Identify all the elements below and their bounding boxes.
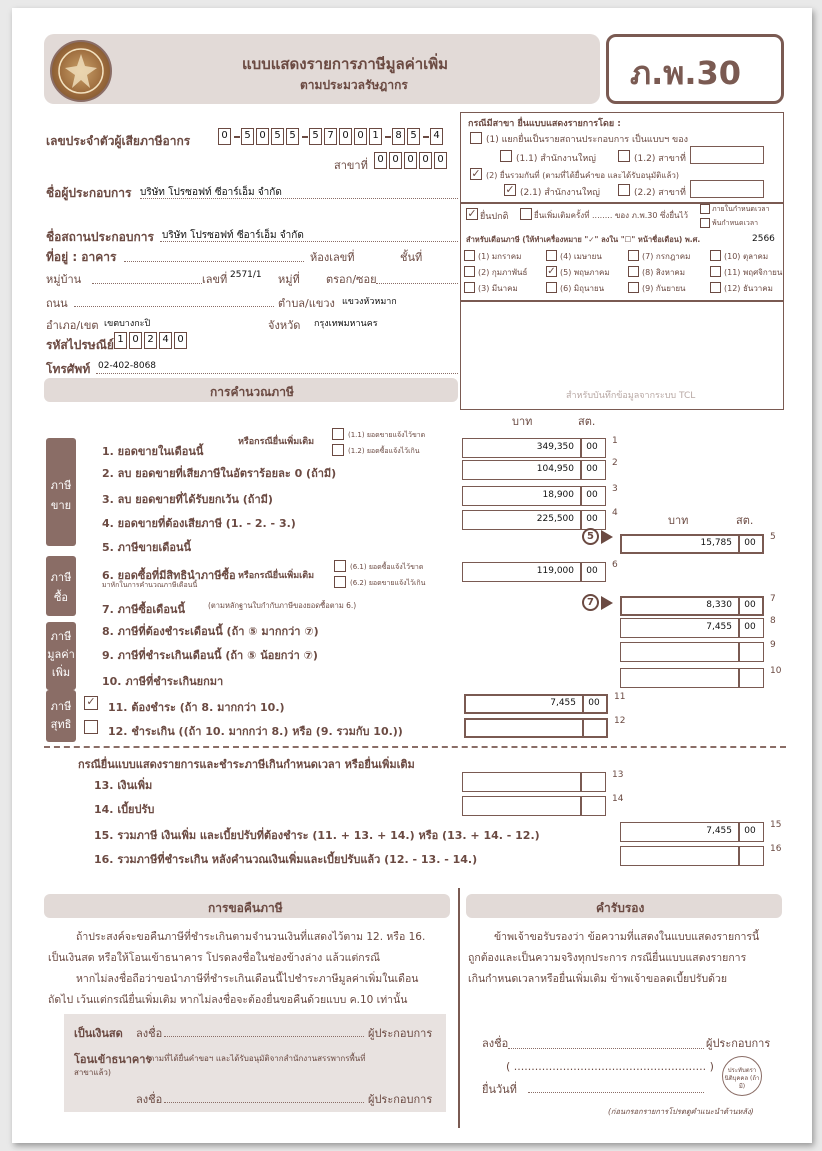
province-value[interactable]: กรุงเทพมหานคร — [314, 319, 378, 329]
calc-row-number: 12 — [614, 716, 626, 726]
month-label: (2) กุมภาพันธ์ — [478, 268, 528, 277]
digit-box[interactable]: 4 — [159, 332, 172, 349]
col-baht: บาท — [512, 415, 533, 428]
opt1-label: (1) แยกยื่นเป็นรายสถานประกอบการ เป็นแบบฯ ของ — [486, 135, 688, 145]
calc-row-satang[interactable]: 00 — [588, 698, 600, 708]
calc-row-satang[interactable]: 00 — [586, 464, 598, 474]
opt2-1-checkbox[interactable]: ✓ — [505, 183, 515, 196]
late-row-amount-box[interactable] — [620, 846, 764, 866]
digit-box[interactable]: 0 — [404, 152, 417, 169]
calc-row-label: 10. ภาษีที่ชำระเกินยกมา — [102, 675, 224, 688]
branch-filing-heading: กรณีมีสาขา ยื่นแบบแสดงรายการโดย : — [468, 119, 621, 129]
col-satang-right: สต. — [736, 514, 754, 527]
calc-row-label: 7. ภาษีซื้อเดือนนี้ — [102, 603, 185, 616]
calc-row-number: 7 — [770, 594, 776, 604]
late-row-satang[interactable]: 00 — [744, 826, 756, 836]
number-label: เลขที่ — [202, 273, 228, 286]
row7-arrow-icon — [601, 596, 613, 610]
calc-row-baht[interactable]: 7,455 — [706, 622, 732, 632]
calc-row-number: 5 — [770, 532, 776, 542]
certify-paren-line: ( ....................................................... ) — [506, 1060, 714, 1073]
satang-divider — [580, 772, 582, 792]
month-label: (4) เมษายน — [560, 252, 602, 261]
road-label: ถนน — [46, 297, 68, 310]
company-stamp-circle — [722, 1056, 762, 1096]
calc-row-baht[interactable]: 18,900 — [542, 490, 574, 500]
calc-row-number: 3 — [612, 484, 618, 494]
month-label: (12) ธันวาคม — [724, 284, 773, 293]
tax-year[interactable]: 2566 — [752, 234, 775, 244]
calc-row-baht[interactable]: 349,350 — [536, 442, 574, 452]
net-tax-sidebar-label: ภาษี สุทธิ — [50, 700, 72, 731]
calc-row-baht[interactable]: 8,330 — [706, 600, 732, 610]
late-row-label: 16. รวมภาษีที่ชำระเกิน หลังคำนวณเงินเพิ่มและเบี้ยปรับแล้ว (12. - 13. - 14.) — [94, 853, 478, 866]
row6-sub1-checkbox[interactable] — [334, 560, 346, 572]
calc-row-amount-box[interactable] — [620, 668, 764, 688]
certify-date-line[interactable] — [528, 1092, 704, 1093]
certify-text-3: เกินกำหนดเวลาหรือยื่นเพิ่มเติม ข้าพเจ้าขอลดเบี้ยปรับด้วย — [468, 973, 728, 985]
certify-date-label: ยื่นวันที่ — [482, 1083, 517, 1096]
digit-box[interactable]: 0 — [419, 152, 432, 169]
place-name-value[interactable]: บริษัท โปรซอฟท์ ซีอาร์เอ็ม จำกัด — [162, 230, 304, 241]
satang-divider — [582, 718, 584, 738]
calc-row-satang[interactable]: 00 — [586, 490, 598, 500]
calc-row-label: 5. ภาษีขายเดือนนี้ — [102, 541, 192, 554]
col-baht-right: บาท — [668, 514, 689, 527]
cash-sign-label: ลงชื่อ — [136, 1027, 163, 1040]
number-value[interactable]: 2571/1 — [230, 270, 262, 280]
opt2-1-label: (2.1) สำนักงานใหญ่ — [520, 188, 600, 198]
postcode-label: รหัสไปรษณีย์ — [46, 338, 114, 352]
digit-box[interactable]: 0 — [174, 332, 187, 349]
month-heading: สำหรับเดือนภาษี (ให้ทำเครื่องหมาย "✓" ลงใน "☐" หน้าชื่อเดือน) พ.ศ. — [466, 235, 701, 244]
late-row-label: 13. เงินเพิ่ม — [94, 779, 153, 792]
calc-row-number: 9 — [770, 640, 776, 650]
month-label: (9) กันยายน — [642, 284, 686, 293]
digit-box[interactable]: 2 — [144, 332, 157, 349]
calc-row-label: 9. ภาษีที่ชำระเกินเดือนนี้ (ถ้า ⑤ น้อยกว่า ⑦) — [102, 649, 318, 662]
calc-row-satang[interactable]: 00 — [586, 566, 598, 576]
normal-filing-label: ยื่นปกติ — [480, 212, 509, 222]
certify-operator-label: ผู้ประกอบการ — [706, 1037, 771, 1050]
month-label: (10) ตุลาคม — [724, 252, 769, 261]
subdistrict-label: ตำบล/แขวง — [278, 297, 335, 310]
calc-row-number: 11 — [614, 692, 626, 702]
month-label: (3) มีนาคม — [478, 284, 518, 293]
company-stamp-text: ประทับตรา นิติบุคคล (ถ้ามี) — [724, 1067, 760, 1090]
row6-note: หรือกรณียื่นเพิ่มเติม — [238, 571, 315, 581]
bottom-vertical-divider — [458, 888, 460, 1128]
row1-sub1-checkbox[interactable] — [332, 428, 344, 440]
place-name-label: ชื่อสถานประกอบการ — [46, 230, 154, 244]
form-title: แบบแสดงรายการภาษีมูลค่าเพิ่ม — [242, 55, 449, 73]
late-row-baht[interactable]: 7,455 — [706, 826, 732, 836]
district-label: อำเภอ/เขต — [46, 319, 99, 332]
digit-box[interactable]: 1 — [114, 332, 127, 349]
address-label: ที่อยู่ : อาคาร — [46, 250, 117, 264]
satang-divider — [738, 642, 740, 662]
satang-divider — [738, 846, 740, 866]
bank-note: (ตามที่ได้ยื่นคำขอฯ และได้รับอนุมัติจากสำนักงานสรรพากรพื้นที่ — [146, 1054, 366, 1063]
calc-row-satang[interactable]: 00 — [586, 514, 598, 524]
calc-row-baht[interactable]: 225,500 — [536, 514, 574, 524]
additional-filing-label: ยื่นเพิ่มเติมครั้งที่ ........ ของ ภ.พ.30 ซึ่งยื่นไว้ — [534, 211, 688, 220]
opt2-2-label: (2.2) สาขาที่ — [634, 188, 686, 198]
soi-label: ตรอก/ซอย — [326, 273, 377, 286]
certify-sign-label: ลงชื่อ — [482, 1037, 509, 1050]
certify-text-2: ถูกต้องและเป็นความจริงทุกประการ กรณียื่นแบบแสดงรายการ — [468, 952, 747, 964]
opt2-label: (2) ยื่นรวมกันที่ (ตามที่ได้ยื่นคำขอ และได้รับอนุมัติแล้ว) — [486, 171, 679, 180]
calc-row-baht[interactable]: 104,950 — [536, 464, 574, 474]
room-label: ห้องเลขที่ — [310, 251, 355, 264]
certify-text-1: ข้าพเจ้าขอรับรองว่า ข้อความที่แสดงในแบบแสดงรายการนี้ — [494, 931, 760, 943]
operator-name-label: ชื่อผู้ประกอบการ — [46, 186, 132, 200]
row1-sub2-checkbox[interactable] — [332, 444, 344, 456]
row6-sub2: (6.2) ยอดขายแจ้งไว้เกิน — [350, 579, 426, 587]
calc-row-baht[interactable]: 15,785 — [700, 538, 732, 548]
digit-box[interactable]: 0 — [256, 128, 269, 145]
late-row-number: 13 — [612, 770, 624, 780]
month-label: (8) สิงหาคม — [642, 268, 686, 277]
satang-divider — [738, 668, 740, 688]
late-row-amount-box[interactable] — [462, 772, 606, 792]
row12-checkbox[interactable] — [84, 720, 98, 734]
digit-box[interactable]: 4 — [430, 128, 443, 145]
month-checkbox[interactable]: ✓ — [547, 266, 556, 277]
calc-row-baht[interactable]: 119,000 — [536, 566, 574, 576]
late-row-label: 14. เบี้ยปรับ — [94, 803, 155, 816]
row6-sub: มาหักในการคำนวณภาษีเดือนนี้ — [102, 581, 198, 589]
calc-row-label: 6. ยอดซื้อที่มีสิทธินำภาษีซื้อ — [102, 569, 236, 582]
satang-divider — [580, 796, 582, 816]
bank-label: โอนเข้าธนาคาร — [74, 1053, 152, 1066]
late-row-number: 16 — [770, 844, 782, 854]
digit-box[interactable]: 0 — [129, 332, 142, 349]
row7-note: (ตามหลักฐานใบกำกับภาษีของยอดซื้อตาม 6.) — [208, 601, 357, 610]
month-label: (6) มิถุนายน — [560, 284, 605, 293]
calc-row-label: 2. ลบ ยอดขายที่เสียภาษีในอัตราร้อยละ 0 (ถ้ามี) — [102, 467, 337, 480]
digit-box[interactable]: 0 — [339, 128, 352, 145]
bank-note-2: สาขาแล้ว) — [74, 1068, 112, 1077]
opt2-checkbox[interactable]: ✓ — [471, 167, 481, 180]
refund-text-2: เป็นเงินสด หรือให้โอนเข้าธนาคาร โปรดลงชื่อในช่องข้างล่าง แล้วแต่กรณี — [48, 952, 381, 964]
form-subtitle: ตามประมวลรัษฎากร — [300, 78, 408, 92]
calc-row-label: 11. ต้องชำระ (ถ้า 8. มากกว่า 10.) — [108, 701, 285, 714]
digit-box[interactable]: 0 — [374, 152, 387, 169]
sales-tax-sidebar-label: ภาษี ขาย — [50, 479, 72, 512]
tax-form-sheet — [12, 8, 812, 1143]
normal-filing-checkbox[interactable]: ✓ — [467, 207, 477, 220]
certify-footer-note: (ก่อนกรอกรายการโปรดดูคำแนะนำด้านหลัง) — [608, 1107, 754, 1116]
calc-row-label: 3. ลบ ยอดขายที่ได้รับยกเว้น (ถ้ามี) — [102, 493, 273, 506]
calc-row-number: 8 — [770, 616, 776, 626]
digit-box[interactable]: 0 — [389, 152, 402, 169]
certify-sign-line[interactable] — [508, 1048, 704, 1049]
moo-label: หมู่ที่ — [278, 273, 300, 286]
calc-row-number: 6 — [612, 560, 618, 570]
form-code: ภ.พ.30 — [630, 54, 742, 92]
late-row-number: 14 — [612, 794, 624, 804]
bank-sign-line[interactable] — [164, 1102, 364, 1103]
refund-text-4: ถัดไป เว้นแต่กรณียื่นเพิ่มเติม หากไม่ลงชื่อจะต้องยื่นขอคืนด้วยแบบ ค.10 เท่านั้น — [48, 994, 408, 1006]
digit-box[interactable]: 1 — [369, 128, 382, 145]
row6-sub2-checkbox[interactable] — [334, 576, 346, 588]
calc-row-amount-box[interactable] — [464, 718, 608, 738]
digit-box[interactable]: 0 — [434, 152, 447, 169]
digit-box[interactable]: 7 — [324, 128, 337, 145]
calc-row-label: 8. ภาษีที่ต้องชำระเดือนนี้ (ถ้า ⑤ มากกว่า ⑦) — [102, 625, 319, 638]
month-label: (5) พฤษภาคม — [560, 268, 610, 277]
section-divider — [44, 746, 786, 748]
on-time-label: ภายในกำหนดเวลา — [712, 205, 770, 213]
calc-row-number: 10 — [770, 666, 782, 676]
calc-heading: การคำนวณภาษี — [210, 385, 294, 399]
row1-sub1: (1.1) ยอดขายแจ้งไว้ขาด — [348, 431, 426, 439]
cash-operator-label: ผู้ประกอบการ — [368, 1027, 433, 1040]
refund-text-3: หากไม่ลงชื่อถือว่าขอนำภาษีที่ชำระเกินเดือนนี้ไปชำระภาษีมูลค่าเพิ่มในเดือน — [76, 973, 419, 985]
row7-circle: 7 — [582, 594, 599, 611]
operator-name-value[interactable]: บริษัท โปรซอฟท์ ซีอาร์เอ็ม จำกัด — [140, 187, 282, 198]
receipt-note: สำหรับบันทึกข้อมูลจากระบบ TCL — [566, 391, 696, 401]
calc-row-number: 2 — [612, 458, 618, 468]
digit-box[interactable]: 5 — [407, 128, 420, 145]
calc-row-satang[interactable]: 00 — [744, 538, 756, 548]
opt1-1-label: (1.1) สำนักงานใหญ่ — [516, 154, 596, 164]
row1-note: หรือกรณียื่นเพิ่มเติม — [238, 437, 315, 447]
floor-label: ชั้นที่ — [400, 251, 423, 264]
digit-box[interactable]: 5 — [309, 128, 322, 145]
branch-label: สาขาที่ — [334, 159, 368, 172]
calc-row-baht[interactable]: 7,455 — [550, 698, 576, 708]
month-label: (1) มกราคม — [478, 252, 522, 261]
opt1-2-label: (1.2) สาขาที่ — [634, 154, 686, 164]
late-label: พ้นกำหนดเวลา — [712, 219, 759, 227]
purchase-tax-sidebar-label: ภาษี ซื้อ — [50, 571, 72, 604]
calc-row-number: 4 — [612, 508, 618, 518]
village-label: หมู่บ้าน — [46, 273, 82, 286]
bank-sign-label: ลงชื่อ — [136, 1093, 163, 1106]
refund-heading: การขอคืนภาษี — [208, 901, 283, 915]
digit-box[interactable]: 8 — [392, 128, 405, 145]
phone-value[interactable]: 02-402-8068 — [98, 361, 157, 371]
col-satang: สต. — [578, 415, 596, 428]
refund-text-1: ถ้าประสงค์จะขอคืนภาษีที่ชำระเกินตามจำนวนเงินที่แสดงไว้ตาม 12. หรือ 16. — [76, 931, 426, 943]
calc-row-number: 1 — [612, 436, 618, 446]
calc-row-label: 4. ยอดขายที่ต้องเสียภาษี (1. - 2. - 3.) — [102, 517, 296, 530]
vat-sidebar-label: ภาษี มูลค่า เพิ่ม — [47, 630, 75, 679]
subdistrict-value[interactable]: แขวงหัวหมาก — [342, 297, 397, 307]
late-row-label: 15. รวมภาษี เงินเพิ่ม และเบี้ยปรับที่ต้องชำระ (11. + 13. + 14.) หรือ (13. + 14. - 12.) — [94, 829, 540, 842]
late-row-number: 15 — [770, 820, 782, 830]
digit-box[interactable]: 0 — [354, 128, 367, 145]
row11-checkbox[interactable]: ✓ — [84, 696, 98, 710]
digit-box[interactable]: 5 — [241, 128, 254, 145]
month-label: (11) พฤศจิกายน — [724, 268, 783, 277]
calc-row-satang[interactable]: 00 — [744, 600, 756, 610]
row5-circle: 5 — [582, 528, 599, 545]
certify-heading: คำรับรอง — [596, 901, 645, 915]
calc-row-label: 1. ยอดขายในเดือนนี้ — [102, 445, 204, 458]
row6-sub1: (6.1) ยอดซื้อแจ้งไว้ขาด — [350, 563, 424, 571]
cash-label: เป็นเงินสด — [74, 1027, 123, 1040]
province-label: จังหวัด — [268, 319, 301, 332]
bank-operator-label: ผู้ประกอบการ — [368, 1093, 433, 1106]
phone-label: โทรศัพท์ — [46, 362, 91, 376]
district-value[interactable]: เขตบางกะปิ — [104, 319, 151, 329]
cash-sign-line[interactable] — [164, 1036, 364, 1037]
digit-box[interactable]: 0 — [218, 128, 231, 145]
late-row-amount-box[interactable] — [462, 796, 606, 816]
row5-arrow-icon — [601, 530, 613, 544]
row1-sub2: (1.2) ยอดซื้อแจ้งไว้เกิน — [348, 447, 420, 455]
tax-id-label: เลขประจำตัวผู้เสียภาษีอากร — [46, 134, 191, 148]
digit-box[interactable]: 5 — [286, 128, 299, 145]
calc-row-satang[interactable]: 00 — [744, 622, 756, 632]
month-label: (7) กรกฎาคม — [642, 252, 691, 261]
calc-row-amount-box[interactable] — [620, 642, 764, 662]
digit-box[interactable]: 5 — [271, 128, 284, 145]
calc-row-label: 12. ชำระเกิน ((ถ้า 10. มากกว่า 8.) หรือ (9. รวมกับ 10.)) — [108, 725, 403, 738]
late-heading: กรณียื่นแบบแสดงรายการและชำระภาษีเกินกำหนดเวลา หรือยื่นเพิ่มเติม — [78, 758, 415, 771]
calc-row-satang[interactable]: 00 — [586, 442, 598, 452]
